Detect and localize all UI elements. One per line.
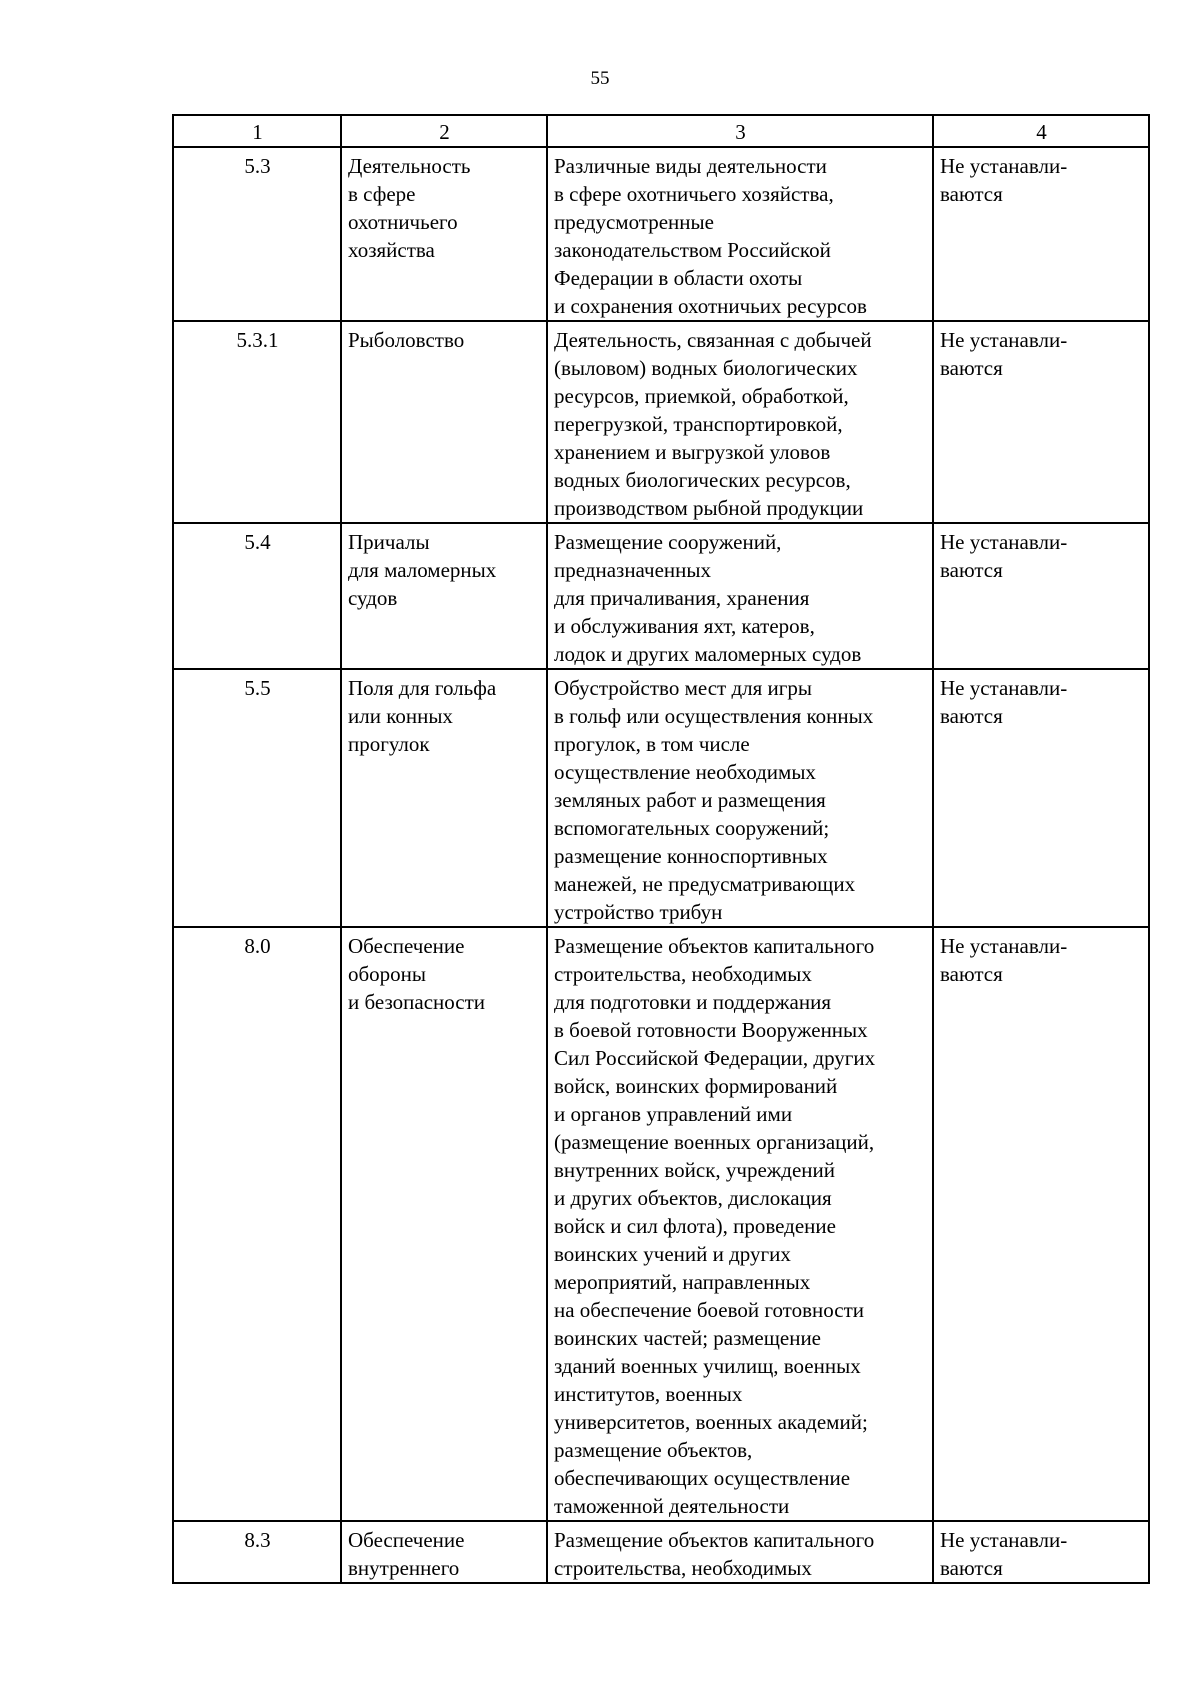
row-code: 5.5 <box>173 669 341 927</box>
row-name: Обеспечение внутреннего <box>341 1521 547 1583</box>
row-name: Рыболовство <box>341 321 547 523</box>
row-params: Не устанавли- ваются <box>933 523 1149 669</box>
row-description: Размещение объектов капитального строительства, необходимых <box>547 1521 933 1583</box>
row-name: Деятельность в сфере охотничьего хозяйства <box>341 147 547 321</box>
row-params: Не устанавли- ваются <box>933 927 1149 1521</box>
row-description: Обустройство мест для игры в гольф или осуществления конных прогулок, в том числе осуществление необходимых земляных работ и размещения вспомогательных сооружений; размещение конноспортивных манежей, не предусматривающих устройство трибун <box>547 669 933 927</box>
row-description: Размещение сооружений, предназначенных для причаливания, хранения и обслуживания яхт, катеров, лодок и других маломерных судов <box>547 523 933 669</box>
row-params: Не устанавли- ваются <box>933 321 1149 523</box>
row-description: Деятельность, связанная с добычей (выловом) водных биологических ресурсов, приемкой, обработкой, перегрузкой, транспортировкой, хранением и выгрузкой уловов водных биологических ресурсов, производством рыбной продукции <box>547 321 933 523</box>
row-params: Не устанавли- ваются <box>933 669 1149 927</box>
land-use-table <box>172 114 1150 1584</box>
column-header-1: 1 <box>173 115 341 147</box>
table-row <box>173 321 1149 523</box>
table-header-row <box>173 115 1149 147</box>
row-description: Различные виды деятельности в сфере охотничьего хозяйства, предусмотренные законодательством Российской Федерации в области охоты и сохранения охотничьих ресурсов <box>547 147 933 321</box>
row-code: 8.3 <box>173 1521 341 1583</box>
row-code: 5.3.1 <box>173 321 341 523</box>
column-header-2: 2 <box>341 115 547 147</box>
table-row <box>173 927 1149 1521</box>
table-row <box>173 147 1149 321</box>
table-row <box>173 1521 1149 1583</box>
column-header-3: 3 <box>547 115 933 147</box>
row-code: 8.0 <box>173 927 341 1521</box>
row-description: Размещение объектов капитального строительства, необходимых для подготовки и поддержания в боевой готовности Вооруженных Сил Российской Федерации, других войск, воинских формирований и органов управлений ими (размещение военных организаций, внутренних войск, учреждений и других объектов, дислокация войск и сил флота), проведение воинских учений и других мероприятий, направленных на обеспечение боевой готовности воинских частей; размещение зданий военных училищ, военных институтов, военных университетов, военных академий; размещение объектов, обеспечивающих осуществление таможенной деятельности <box>547 927 933 1521</box>
row-params: Не устанавли- ваются <box>933 147 1149 321</box>
page-number: 55 <box>590 68 610 89</box>
row-code: 5.4 <box>173 523 341 669</box>
column-header-4: 4 <box>933 115 1149 147</box>
row-code: 5.3 <box>173 147 341 321</box>
table-row <box>173 523 1149 669</box>
table-row <box>173 669 1149 927</box>
row-name: Обеспечение обороны и безопасности <box>341 927 547 1521</box>
row-name: Причалы для маломерных судов <box>341 523 547 669</box>
row-params: Не устанавли- ваются <box>933 1521 1149 1583</box>
row-name: Поля для гольфа или конных прогулок <box>341 669 547 927</box>
